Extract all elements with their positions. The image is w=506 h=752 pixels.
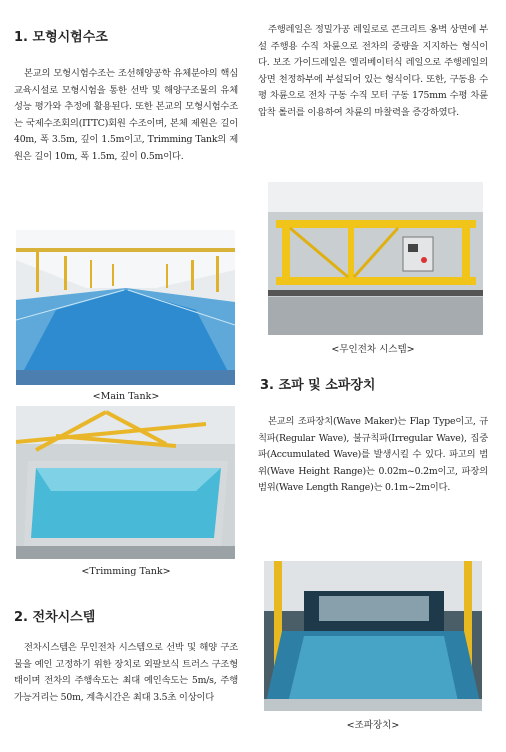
wave-maker-caption: <조파장치> <box>346 720 400 731</box>
section3-heading: 3. 조파 및 소파장치 <box>260 378 376 393</box>
section1-heading: 1. 모형시험수조 <box>14 30 108 45</box>
trimming-tank-caption: <Trimming Tank> <box>81 566 171 577</box>
main-tank-photo <box>16 230 235 385</box>
section2-body: 전차시스템은 무인전차 시스템으로 선박 및 해양 구조물을 예인 고정하기 위한 장치로 외팔보식 트러스 구조형태이며 전차의 주행속도는 최대 예인속도는 5m/s, 주행가능거리는 50m, 계측시간은 최대 3.5초 이상이다 <box>14 642 238 703</box>
section3-body: 본교의 조파장치(Wave Maker)는 Flap Type이고, 규칙파(Regular Wave), 불규칙파(Irregular Wave), 집중파(Accumulated Wave)를 발생시킬 수 있다. 파고의 범위(Wave Height Range)는 0.02m~0.2m이고, 파장의 범위(Wave Length Range)는 0.1m~2m이다. <box>258 416 488 494</box>
carriage-system-caption: <무인전차 시스템> <box>331 344 415 355</box>
section1-body: 본교의 모형시험수조는 조선해양공학 유체분야의 핵심 교육시설로 모형시험을 통한 선박 및 해양구조물의 유체성능 평가와 추정에 활용된다. 또한 본교의 모형시험수조는 국제수조회의(ITTC)회원 수조이며, 본체 제원은 길이 40m, 폭 3.5m, 깊이 1.5m이고, Trimming Tank의 제원은 길이 10m, 폭 1.5m, 깊이 0.5m이다. <box>14 68 238 162</box>
carriage-system-photo <box>268 182 483 335</box>
section2-heading: 2. 전차시스템 <box>14 610 96 625</box>
trimming-tank-photo <box>16 406 235 559</box>
carriage-rail-body: 주행레일은 정밀가공 레일로로 콘크리트 옹벽 상면에 부설 주행용 수직 차륜으로 전차의 중량을 지지하는 형식이다. 보조 가이드레일은 엘리베이터식 레일으로 주행레일의 상면 천정하부에 부설되어 있는 형식이다. 또한, 구동용 수평 차륜으로 전차 구동 수직 모터 구동 175mm 수평 차륜 압착 롤러를 이용하여 차륜의 마찰력을 증강하였다. <box>258 24 488 118</box>
wave-maker-photo <box>264 561 482 711</box>
main-tank-caption: <Main Tank> <box>92 391 160 402</box>
